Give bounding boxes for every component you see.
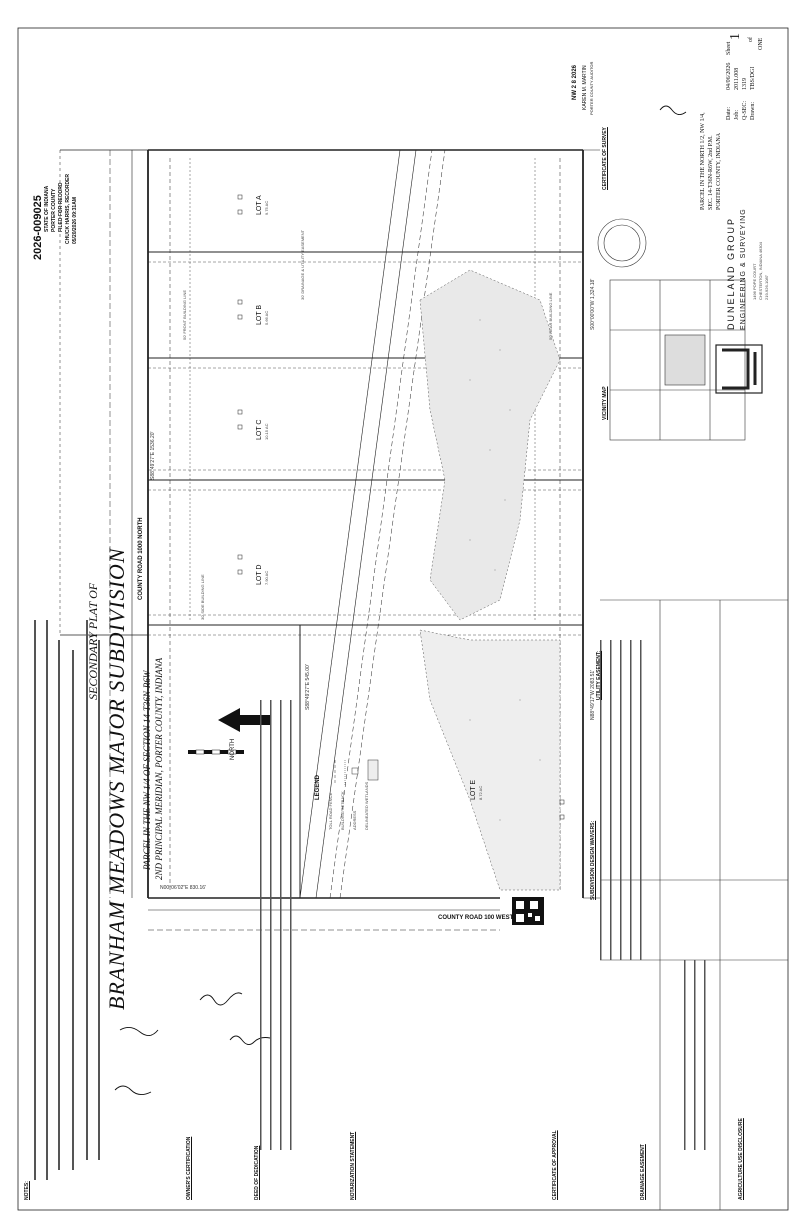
agri-heading: AGRICULTURE USE DISCLOSURE: [738, 1118, 744, 1200]
survey-heading: CERTIFICATE OF SURVEY: [602, 127, 608, 190]
easement-drainage-label: 30' DRAINAGE & UTILITY EASEMENT: [300, 229, 305, 300]
firm-phone: 219-926-1087: [764, 275, 769, 300]
legend-item-2: ADDRESS: [352, 810, 357, 830]
road-west-label: COUNTY ROAD 100 WEST: [438, 915, 514, 921]
notary-heading: NOTARIZATION STATEMENT: [350, 1131, 356, 1200]
lot-c-area: 10.15 AC: [264, 423, 269, 440]
lot-a-area: 9.75 AC: [264, 200, 269, 215]
tb-date-label: Date:: [726, 107, 732, 120]
tb-of: of: [748, 37, 754, 42]
stamp-line2: KAREN M. MARTIN: [582, 65, 588, 110]
lot-c-label: LOT C: [256, 419, 263, 440]
surveyor-seal-icon: [598, 219, 646, 267]
tb-drawn-label: Drawn:: [750, 102, 756, 120]
tb-sec: SEC. 14-T36N-R6W, 2nd P.M.: [708, 135, 714, 210]
vicinity-heading: VICINITY MAP: [602, 386, 608, 420]
utility-heading: UTILITY EASEMENT:: [596, 650, 602, 700]
tb-qsec-label: Q-SEC:: [742, 100, 748, 120]
easement-front-label: 50' FRONT BUILDING LINE: [182, 289, 187, 340]
lot-a-label: LOT A: [256, 195, 263, 215]
stamp-line1: NW 2 8 2026: [572, 64, 578, 100]
tb-sheet: 1: [728, 33, 743, 40]
recording-filed: FILED FOR RECORD: [58, 182, 64, 232]
recording-recorder: CHUCK HARRIS, RECORDER: [65, 173, 71, 244]
legend-title: LEGEND: [315, 774, 321, 800]
title-sub2: 2ND PRINCIPAL MERIDIAN, PORTER COUNTY, INDIANA: [154, 657, 164, 880]
title-main: BRANHAM MEADOWS MAJOR SUBDIVISION: [104, 547, 129, 1010]
legend-item-0: TOLL ROAD FENCE: [328, 792, 333, 830]
tb-job: 2011.008: [734, 67, 740, 90]
tb-date: 04/06/2026: [726, 62, 732, 90]
tb-job-label: Job:: [734, 109, 740, 120]
bearing-mid2: S88°49'27"E 545.00': [305, 664, 311, 710]
lot-b-label: LOT B: [256, 304, 263, 325]
lot-d-label: LOT D: [256, 564, 263, 585]
tb-sheet-label: Sheet: [726, 41, 732, 55]
wetland-area-2: [420, 630, 560, 890]
recording-number: 2026-009025: [32, 195, 44, 260]
title-sub1: PARCEL IN THE NW 1/4 OF SECTION 14-T36N-R6W: [142, 670, 152, 870]
recording-state: STATE OF INDIANA: [44, 185, 50, 232]
lot-b-area: 5.66 AC: [264, 310, 269, 325]
lot-d-area: 7.90 AC: [264, 570, 269, 585]
road-north-label: COUNTY ROAD 1000 NORTH: [138, 517, 144, 600]
tb-county: PORTER COUNTY, INDIANA: [716, 132, 722, 210]
recording-datetime: 05/20/2026 09:31AM: [72, 197, 78, 244]
bearing-bottom: N88°49'17"W 2083.51': [590, 669, 596, 720]
easement-building-label: 30' SIDE BUILDING LINE: [200, 574, 205, 620]
north-arrow-icon: [218, 708, 270, 732]
page-border: [18, 28, 788, 1210]
firm-tag: ENGINEERING & SURVEYING: [740, 208, 747, 330]
tb-total: ONE: [758, 37, 764, 50]
wetland-area: [420, 270, 560, 620]
legend-north: NORTH: [230, 738, 236, 760]
bearing-left: N00°06'02"E 830.16': [160, 885, 206, 891]
deed-heading: DEED OF DEDICATION: [254, 1145, 260, 1200]
bearing-top: S00°00'00"W 1,324.18': [590, 278, 596, 330]
bearing-mid1: S88°49'27"E 1536.20': [150, 431, 156, 480]
recording-county: PORTER COUNTY: [51, 188, 57, 232]
legend-symbols: [335, 760, 378, 785]
vicinity-map: [610, 280, 745, 440]
stamp-line3: PORTER COUNTY AUDITOR: [589, 61, 594, 115]
barcode-icon: [512, 897, 544, 925]
duneland-logo-icon: [716, 345, 762, 393]
design-heading: SUBDIVISION DESIGN WAIVERS:: [590, 820, 596, 900]
firm-name: DUNELAND GROUP: [726, 216, 736, 330]
easement-rear-label: 50' REAR BUILDING LINE: [548, 292, 553, 340]
approval-heading: CERTIFICATE OF APPROVAL: [552, 1130, 558, 1200]
lot-e-area: 8.72 AC: [478, 785, 483, 800]
lot-e-label: LOT E: [470, 779, 477, 800]
firm-city: CHESTERTON, INDIANA 46304: [758, 242, 763, 300]
legend-item-1: BUILDING SETBACK: [340, 791, 345, 830]
title-pre: SECONDARY PLAT OF: [86, 582, 100, 700]
owner-cert-heading: OWNER'S CERTIFICATION: [186, 1136, 192, 1200]
notes-heading: NOTES:: [24, 1181, 30, 1200]
firm-addr: 1496 POPE COURT: [752, 263, 757, 300]
legend-item-3: DELINEATED WETLANDS: [364, 781, 369, 830]
tb-qsec: 1319: [742, 78, 748, 90]
notes-text-blocks: [34, 620, 706, 1180]
tb-drawn: TBS/DGI: [750, 66, 756, 90]
drainage-heading: DRAINAGE EASEMENT: [640, 1144, 646, 1200]
tb-parcel: PARCEL IN THE NORTH 1/2, NW 1/4,: [700, 112, 706, 210]
